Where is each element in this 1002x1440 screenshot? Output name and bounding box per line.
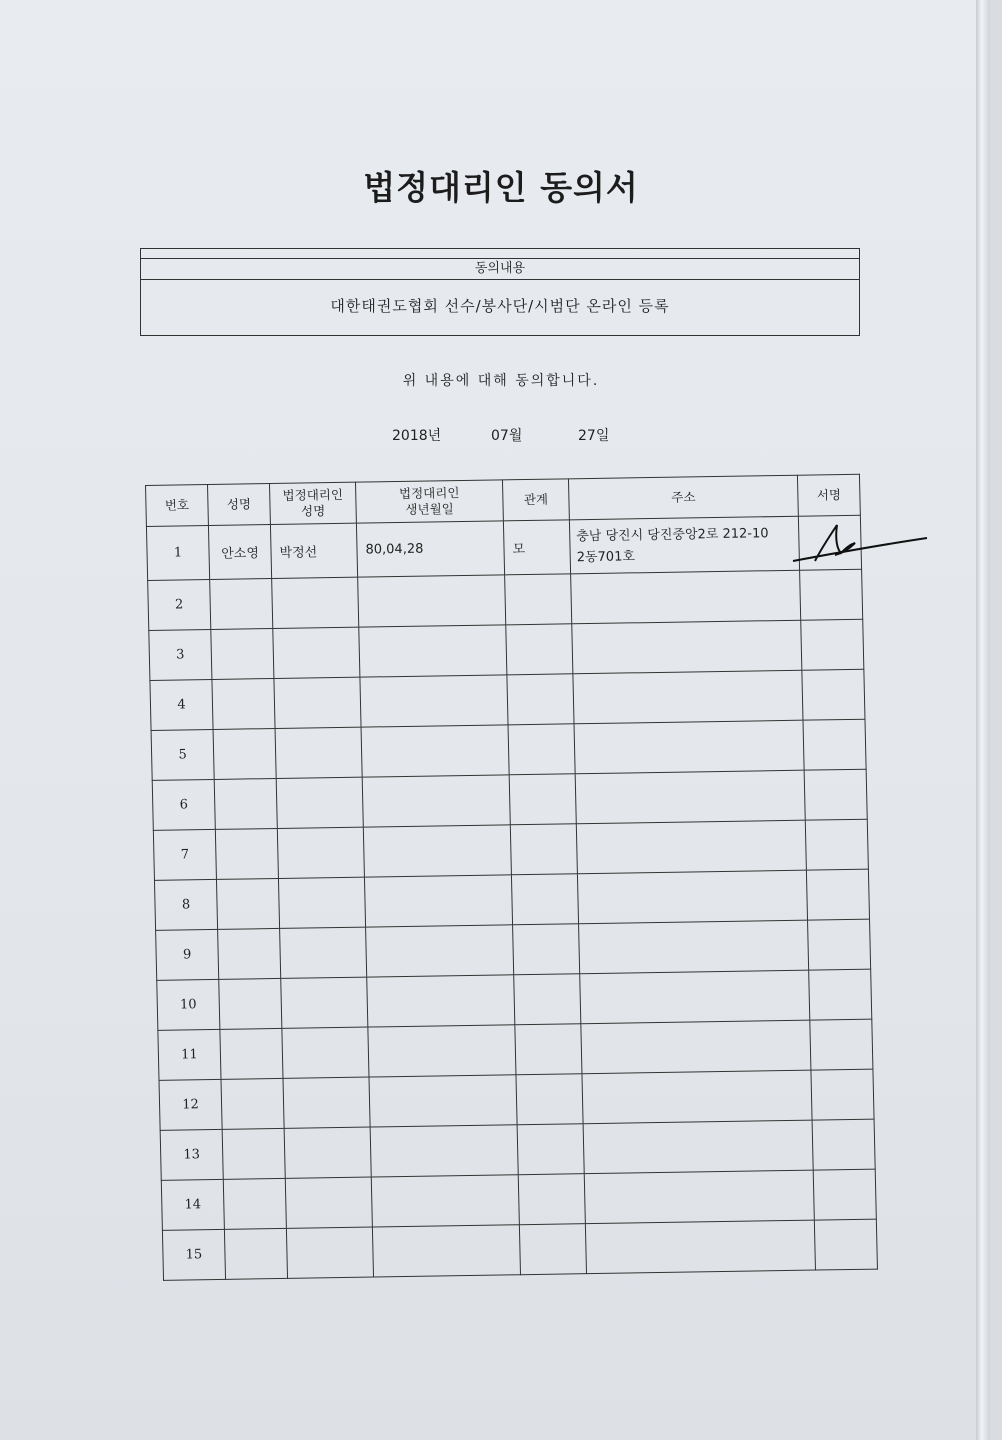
row-number: 15 [162, 1229, 225, 1280]
row-number: 9 [156, 929, 219, 980]
header-guardian-name-line2: 성명 [300, 503, 326, 519]
header-guardian-name [269, 482, 356, 524]
row-cell [811, 1069, 874, 1120]
row-cell [810, 1019, 873, 1070]
row-number: 11 [158, 1029, 221, 1080]
row-cell [277, 827, 364, 878]
row-number: 13 [160, 1129, 223, 1180]
row-number: 7 [153, 829, 216, 880]
row-cell [814, 1219, 877, 1270]
row-number: 3 [149, 629, 212, 680]
row-address-line1: 충남 당진시 당진중앙2로 212-10 [576, 525, 769, 544]
header-number: 번호 [146, 485, 209, 527]
row-cell [802, 669, 865, 720]
row-cell [283, 1077, 370, 1128]
row-cell [580, 970, 810, 1024]
row-cell [579, 920, 809, 974]
row-cell [572, 620, 802, 674]
row-cell [368, 1025, 516, 1077]
row-cell [573, 670, 803, 724]
row-cell [513, 924, 580, 975]
header-guardian-name-line1: 법정대리인 [282, 486, 344, 503]
row-cell [278, 877, 365, 928]
date-year: 2018년 [392, 428, 442, 444]
row-cell [213, 728, 276, 779]
row-cell [800, 569, 863, 620]
row-cell [509, 774, 576, 825]
row-cell [808, 919, 871, 970]
row-cell [506, 624, 573, 675]
row-cell [805, 819, 868, 870]
row-cell [218, 928, 281, 979]
row-cell [275, 727, 362, 778]
row-cell [806, 869, 869, 920]
row-cell [575, 770, 805, 824]
registration-table [145, 474, 878, 1281]
row-number: 8 [154, 879, 217, 930]
row-cell [370, 1125, 518, 1177]
header-relation: 관계 [502, 479, 569, 521]
row-cell [508, 724, 575, 775]
paper-edge [976, 0, 990, 1440]
row-number: 14 [161, 1179, 224, 1230]
row-number: 2 [148, 579, 211, 630]
row-cell [804, 769, 867, 820]
header-address: 주소 [568, 475, 798, 520]
row-cell [516, 1074, 583, 1125]
row-relation: 모 [503, 520, 570, 575]
agreement-statement: 위 내용에 대해 동의합니다. [402, 373, 600, 389]
row-cell [286, 1227, 373, 1278]
row-cell [511, 874, 578, 925]
row-cell [366, 925, 514, 977]
row-cell [361, 725, 509, 777]
row-cell [221, 1078, 284, 1129]
header-name: 성명 [208, 484, 271, 526]
row-cell [274, 677, 361, 728]
row-cell [507, 674, 574, 725]
row-cell [223, 1178, 286, 1229]
row-cell [505, 574, 572, 625]
row-cell [585, 1220, 815, 1274]
row-cell [813, 1169, 876, 1220]
row-cell [584, 1170, 814, 1224]
row-cell [571, 570, 801, 624]
row-cell [514, 974, 581, 1025]
consent-content: 대한태권도협회 선수/봉사단/시범단 온라인 등록 [330, 297, 670, 315]
consent-header: 동의내용 [141, 258, 859, 280]
row-cell [222, 1128, 285, 1179]
row-cell [576, 820, 806, 874]
header-guardian-birth-line2: 생년월일 [405, 501, 454, 517]
consent-box [140, 248, 860, 336]
row-number: 6 [152, 779, 215, 830]
header-guardian-birth-line1: 법정대리인 [398, 485, 460, 502]
row-cell [803, 719, 866, 770]
row-address-line2: 2동701호 [576, 548, 636, 565]
row-cell [519, 1224, 586, 1275]
row-cell [518, 1174, 585, 1225]
row-cell [363, 825, 511, 877]
row-cell [360, 675, 508, 727]
row-cell [812, 1119, 875, 1170]
row-cell [369, 1075, 517, 1127]
header-signature: 서명 [797, 474, 860, 516]
row-number: 10 [157, 979, 220, 1030]
handwritten-signature [785, 515, 935, 575]
row-cell [285, 1177, 372, 1228]
table-row [162, 1219, 877, 1280]
row-cell [216, 878, 279, 929]
row-cell [219, 978, 282, 1029]
row-cell [371, 1175, 519, 1227]
row-number: 5 [151, 729, 214, 780]
row-cell [582, 1070, 812, 1124]
row-cell [210, 579, 273, 630]
row-cell [211, 629, 274, 680]
row-cell [214, 778, 277, 829]
row-cell [272, 577, 359, 628]
row-number: 12 [159, 1079, 222, 1130]
row-cell [224, 1228, 287, 1279]
row-cell [212, 678, 275, 729]
date-month: 07월 [491, 428, 523, 444]
row-cell [801, 619, 864, 670]
row-cell [220, 1028, 283, 1079]
row-number: 1 [146, 526, 209, 581]
row-cell [583, 1120, 813, 1174]
row-cell [574, 720, 804, 774]
row-cell [517, 1124, 584, 1175]
header-guardian-birth [355, 480, 503, 523]
row-cell [276, 777, 363, 828]
row-cell [280, 927, 367, 978]
row-cell [284, 1127, 371, 1178]
row-cell [372, 1225, 520, 1277]
row-cell [581, 1020, 811, 1074]
row-cell [515, 1024, 582, 1075]
row-cell [282, 1027, 369, 1078]
row-cell [215, 828, 278, 879]
document-title: 법정대리인 동의서 [363, 168, 639, 207]
row-cell [362, 775, 510, 827]
row-guardian-birth: 80,04,28 [356, 521, 504, 577]
row-guardian-name: 박정선 [270, 523, 357, 578]
row-cell [510, 824, 577, 875]
date-day: 27일 [578, 428, 610, 444]
row-cell [359, 625, 507, 677]
row-cell [358, 575, 506, 627]
row-cell [367, 975, 515, 1027]
row-cell [281, 977, 368, 1028]
row-cell [273, 627, 360, 678]
row-number: 4 [150, 679, 213, 730]
row-name: 안소영 [208, 525, 271, 580]
row-cell [809, 969, 872, 1020]
row-cell [364, 875, 512, 927]
row-cell [577, 870, 807, 924]
row-address [569, 516, 799, 574]
